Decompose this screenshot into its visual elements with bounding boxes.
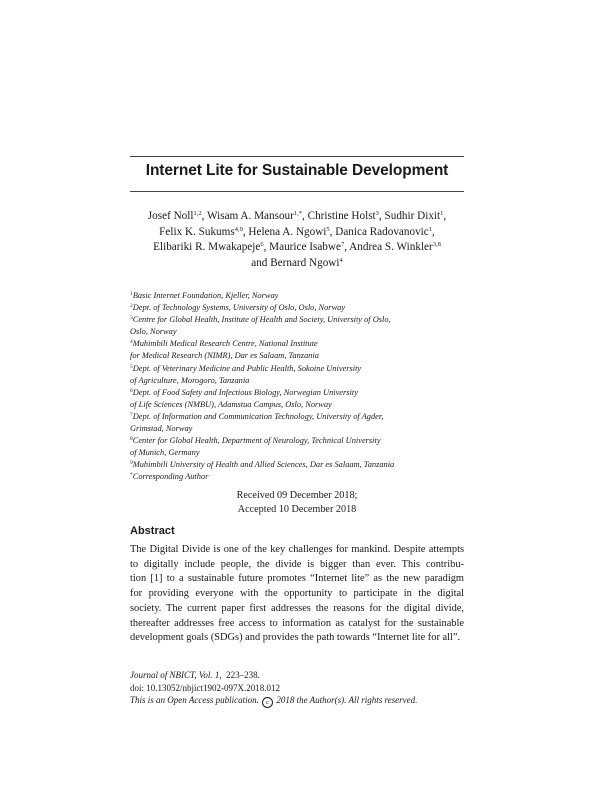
abstract-line: society. The current paper first addresses the reasons for the digital divide, bbox=[130, 602, 464, 614]
author-name: Josef Noll bbox=[147, 210, 194, 222]
affiliation-number: 3 bbox=[130, 315, 133, 322]
affiliation-line bbox=[130, 435, 464, 447]
affiliation-text: Corresponding Author bbox=[132, 472, 209, 482]
copyright-icon: c bbox=[262, 697, 273, 708]
license-text: This is an Open Access publication. bbox=[130, 695, 259, 706]
affiliation-list bbox=[130, 290, 464, 484]
affiliation-text: Muhimbili University of Health and Allied Sciences, Dar es Salaam, Tanzania bbox=[132, 460, 395, 470]
author-affiliation-mark: 1 bbox=[428, 225, 433, 233]
author-name: Christine Holst bbox=[307, 210, 376, 222]
affiliation-line bbox=[130, 350, 464, 362]
author-list bbox=[130, 209, 464, 272]
author-affiliation-mark: 4 bbox=[339, 257, 343, 265]
affiliation-text: Grimstad, Norway bbox=[130, 424, 193, 434]
author-separator: , bbox=[344, 241, 350, 254]
author-name: Wisam A. Mansour bbox=[207, 210, 294, 222]
affiliation-line bbox=[130, 399, 464, 411]
author-name: Maurice Isabwe bbox=[269, 241, 341, 254]
accepted-date: Accepted 10 December 2018 bbox=[237, 504, 357, 516]
copyright-text: 2018 the Author(s). All rights reserved. bbox=[276, 695, 418, 706]
author-separator: , bbox=[329, 225, 336, 238]
affiliation-text: for Medical Research (NIMR), Dar es Salaam, Tanzania bbox=[130, 351, 319, 361]
abstract-line: tion [1] to a sustainable future promotes “Internet lite” as the new paradigm bbox=[130, 573, 464, 585]
affiliation-text: of Life Sciences (NMBU), Adamstua Campus, Oslo, Norway bbox=[130, 399, 332, 409]
affiliation-line bbox=[130, 471, 464, 483]
affiliation-line bbox=[130, 447, 464, 459]
author-affiliation-mark: 4,9 bbox=[234, 225, 243, 233]
author-name: Felix K. Sukums bbox=[159, 225, 235, 238]
affiliation-number: 5 bbox=[130, 363, 133, 370]
affiliation-line bbox=[130, 302, 464, 314]
affiliation-line bbox=[130, 326, 464, 338]
affiliation-number: 8 bbox=[130, 436, 133, 443]
author-affiliation-mark: 1 bbox=[440, 210, 444, 217]
affiliation-text: Dept. of Technology Systems, University of Oslo, Oslo, Norway bbox=[132, 303, 346, 313]
affiliation-text: Muhimbili Medical Research Centre, National Institute bbox=[132, 339, 318, 349]
affiliation-text: Dept. of Food Safety and Infectious Biology, Norwegian University bbox=[132, 387, 358, 397]
author-line bbox=[130, 240, 464, 256]
affiliation-number: 4 bbox=[130, 339, 133, 346]
title-rule-bottom bbox=[130, 191, 464, 192]
affiliation-line bbox=[130, 290, 464, 302]
abstract-line: development goals (SDGs) and provides the path towards “Internet lite for all”. bbox=[130, 632, 461, 644]
affiliation-number: * bbox=[130, 472, 133, 479]
author-name: Sudhir Dixit bbox=[384, 210, 441, 222]
affiliation-line bbox=[130, 375, 464, 387]
title-rule-top bbox=[130, 156, 464, 157]
affiliation-line bbox=[130, 423, 464, 435]
paper-title: Internet Lite for Sustainable Development bbox=[145, 162, 449, 179]
author-affiliation-mark: 1,2 bbox=[193, 210, 202, 217]
abstract-line: thereafter addresses free access to information as catalyst for the sustainable bbox=[130, 617, 464, 629]
affiliation-number: 1 bbox=[130, 291, 133, 297]
affiliation-number: 6 bbox=[130, 387, 133, 394]
journal-pages: 223–238. bbox=[226, 670, 260, 680]
journal-footer bbox=[130, 669, 464, 708]
author-line bbox=[130, 209, 464, 225]
affiliation-text: Oslo, Norway bbox=[130, 327, 177, 337]
author-line bbox=[130, 225, 464, 241]
submission-dates bbox=[130, 489, 464, 518]
abstract-line: The Digital Divide is one of the key challenges for mankind. Despite attempts bbox=[130, 544, 464, 555]
affiliation-line bbox=[130, 363, 464, 375]
author-affiliation-mark: 5 bbox=[326, 225, 330, 233]
affiliation-text: Center for Global Health, Department of Neurology, Technical University bbox=[132, 436, 381, 446]
affiliation-text: Dept. of Information and Communication Technology, University of Agder, bbox=[132, 411, 384, 421]
affiliation-text: Dept. of Veterinary Medicine and Public Health, Sokoine University bbox=[132, 363, 362, 373]
affiliation-text: Centre for Global Health, Institute of Health and Society, University of Oslo, bbox=[132, 315, 391, 325]
author-separator: , bbox=[443, 210, 447, 222]
author-name: Elibariki R. Mwakapeje bbox=[153, 241, 261, 254]
affiliation-text: of Munich, Germany bbox=[130, 448, 200, 458]
affiliation-number: 9 bbox=[130, 460, 133, 467]
author-affiliation-mark: 3,8 bbox=[432, 241, 441, 249]
author-line bbox=[130, 256, 464, 272]
affiliation-text: Basic Internet Foundation, Kjeller, Norway bbox=[132, 291, 279, 300]
abstract-heading: Abstract bbox=[130, 525, 175, 537]
doi: doi: 10.13052/nbjict1902-097X.2018.012 bbox=[130, 682, 280, 693]
affiliation-text: of Agriculture, Morogoro, Tanzania bbox=[130, 375, 250, 385]
author-name: Danica Radovanovic bbox=[335, 225, 429, 238]
affiliation-line bbox=[130, 387, 464, 399]
author-affiliation-mark: 7 bbox=[340, 241, 345, 249]
affiliation-number: 2 bbox=[130, 303, 133, 310]
author-name: and Bernard Ngowi bbox=[251, 257, 340, 270]
affiliation-line bbox=[130, 338, 464, 350]
abstract-line: to digitally include people, the divide is bigger than ever. This contribu- bbox=[130, 558, 464, 570]
received-date: Received 09 December 2018; bbox=[236, 490, 358, 501]
author-separator: , bbox=[242, 225, 249, 238]
abstract-body bbox=[130, 543, 464, 646]
author-affiliation-mark: 3 bbox=[375, 210, 379, 217]
author-separator: , bbox=[432, 225, 435, 238]
author-separator: , bbox=[201, 210, 208, 222]
author-separator: , bbox=[263, 241, 270, 254]
author-affiliation-mark: 6 bbox=[260, 241, 264, 249]
author-affiliation-mark: 1,* bbox=[293, 210, 303, 217]
author-separator: , bbox=[378, 210, 385, 222]
affiliation-number: 7 bbox=[130, 411, 133, 418]
journal-name: Journal of NBICT, Vol. 1, bbox=[130, 670, 222, 680]
author-name: Helena A. Ngowi bbox=[248, 225, 327, 238]
affiliation-line bbox=[130, 459, 464, 471]
affiliation-line bbox=[130, 411, 464, 423]
affiliation-line bbox=[130, 314, 464, 326]
author-name: Andrea S. Winkler bbox=[349, 241, 433, 254]
abstract-line: for providing everyone with the opportunity to participate in the digital bbox=[130, 588, 464, 600]
author-separator: , bbox=[302, 210, 308, 222]
